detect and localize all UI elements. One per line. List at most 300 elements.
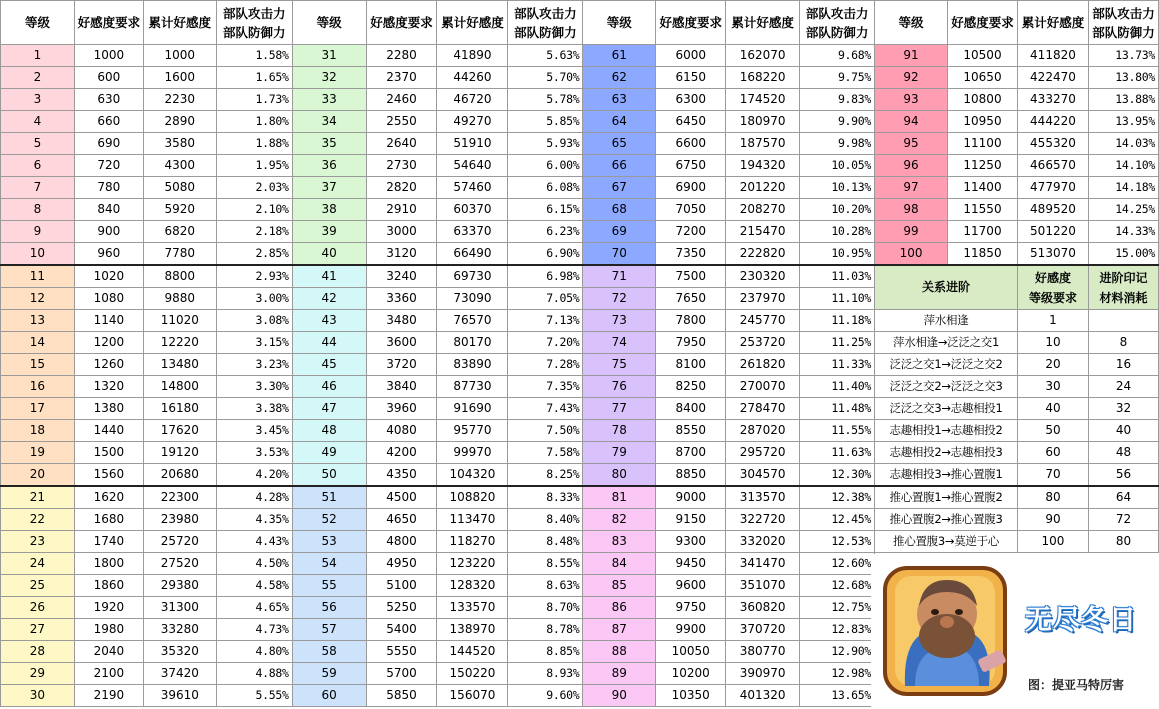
bonus-cell: 4.35% <box>216 509 292 531</box>
requirement-cell: 690 <box>74 133 143 155</box>
cumulative-cell: 69730 <box>437 265 508 288</box>
cumulative-cell: 91690 <box>437 398 508 420</box>
bonus-cell: 1.80% <box>216 111 292 133</box>
level-cell: 3 <box>1 89 75 111</box>
header-bonus-defense: 部队防御力 <box>1092 24 1155 40</box>
requirement-cell: 1560 <box>74 464 143 487</box>
cumulative-cell: 6820 <box>143 221 216 243</box>
bonus-cell: 1.73% <box>216 89 292 111</box>
header-bonus-defense: 部队防御力 <box>805 24 869 40</box>
bonus-cell: 1.88% <box>216 133 292 155</box>
relation-cost-cell: 40 <box>1088 420 1158 442</box>
requirement-cell: 7050 <box>656 199 726 221</box>
relation-cost-cell: 64 <box>1088 486 1158 509</box>
requirement-cell: 7200 <box>656 221 726 243</box>
relation-header-material <box>1088 265 1158 310</box>
cumulative-cell: 477970 <box>1017 177 1088 199</box>
level-cell: 56 <box>292 597 366 619</box>
relation-level-cell: 60 <box>1017 442 1088 464</box>
bonus-cell: 4.73% <box>216 619 292 641</box>
requirement-cell: 3240 <box>366 265 437 288</box>
requirement-cell: 2370 <box>366 67 437 89</box>
requirement-cell: 9000 <box>656 486 726 509</box>
level-cell: 87 <box>583 619 656 641</box>
requirement-cell: 1380 <box>74 398 143 420</box>
requirement-cell: 630 <box>74 89 143 111</box>
requirement-cell: 7950 <box>656 332 726 354</box>
bonus-cell: 11.10% <box>800 288 875 310</box>
bonus-cell: 14.33% <box>1088 221 1158 243</box>
table-row <box>1 111 1159 133</box>
requirement-cell: 3600 <box>366 332 437 354</box>
cumulative-cell: 261820 <box>726 354 800 376</box>
cumulative-cell: 144520 <box>437 641 508 663</box>
bonus-cell: 7.20% <box>508 332 583 354</box>
cumulative-cell: 304570 <box>726 464 800 487</box>
cumulative-cell: 113470 <box>437 509 508 531</box>
cumulative-cell: 341470 <box>726 553 800 575</box>
bonus-cell: 5.78% <box>508 89 583 111</box>
requirement-cell: 6150 <box>656 67 726 89</box>
bonus-cell: 6.00% <box>508 155 583 177</box>
bonus-cell: 1.58% <box>216 45 292 67</box>
requirement-cell: 6450 <box>656 111 726 133</box>
cumulative-cell: 51910 <box>437 133 508 155</box>
level-cell: 53 <box>292 531 366 553</box>
cumulative-cell: 390970 <box>726 663 800 685</box>
header-bonus-defense: 部队防御力 <box>514 24 577 40</box>
requirement-cell: 9900 <box>656 619 726 641</box>
level-cell: 9 <box>1 221 75 243</box>
requirement-cell: 4500 <box>366 486 437 509</box>
header-cumulative: 累计好感度 <box>437 1 508 45</box>
requirement-cell: 8850 <box>656 464 726 487</box>
requirement-cell: 1320 <box>74 376 143 398</box>
bonus-cell: 11.33% <box>800 354 875 376</box>
level-cell: 66 <box>583 155 656 177</box>
level-cell: 32 <box>292 67 366 89</box>
level-cell: 76 <box>583 376 656 398</box>
cumulative-cell: 9880 <box>143 288 216 310</box>
cumulative-cell: 411820 <box>1017 45 1088 67</box>
relation-cost-cell: 32 <box>1088 398 1158 420</box>
level-cell: 22 <box>1 509 75 531</box>
level-cell: 12 <box>1 288 75 310</box>
level-cell: 82 <box>583 509 656 531</box>
cumulative-cell: 99970 <box>437 442 508 464</box>
level-cell: 88 <box>583 641 656 663</box>
relation-header-level-line2: 等级要求 <box>1028 290 1077 305</box>
level-cell: 58 <box>292 641 366 663</box>
cumulative-cell: 87730 <box>437 376 508 398</box>
requirement-cell: 5700 <box>366 663 437 685</box>
level-cell: 43 <box>292 310 366 332</box>
bonus-cell: 2.93% <box>216 265 292 288</box>
level-cell: 100 <box>875 243 948 266</box>
bonus-cell: 6.23% <box>508 221 583 243</box>
level-cell: 63 <box>583 89 656 111</box>
level-cell: 67 <box>583 177 656 199</box>
level-cell: 91 <box>875 45 948 67</box>
requirement-cell: 7350 <box>656 243 726 266</box>
cumulative-cell: 33280 <box>143 619 216 641</box>
requirement-cell: 2280 <box>366 45 437 67</box>
level-cell: 33 <box>292 89 366 111</box>
cumulative-cell: 433270 <box>1017 89 1088 111</box>
cumulative-cell: 17620 <box>143 420 216 442</box>
level-cell: 15 <box>1 354 75 376</box>
level-cell: 28 <box>1 641 75 663</box>
level-cell: 27 <box>1 619 75 641</box>
level-cell: 78 <box>583 420 656 442</box>
cumulative-cell: 37420 <box>143 663 216 685</box>
level-cell: 18 <box>1 420 75 442</box>
bonus-cell: 13.73% <box>1088 45 1158 67</box>
level-cell: 89 <box>583 663 656 685</box>
bonus-cell: 12.75% <box>800 597 875 619</box>
cumulative-cell: 108820 <box>437 486 508 509</box>
requirement-cell: 4350 <box>366 464 437 487</box>
bonus-cell: 6.15% <box>508 199 583 221</box>
cumulative-cell: 322720 <box>726 509 800 531</box>
relation-level-cell: 40 <box>1017 398 1088 420</box>
bonus-cell: 9.98% <box>800 133 875 155</box>
level-cell: 30 <box>1 685 75 707</box>
requirement-cell: 3360 <box>366 288 437 310</box>
bonus-cell: 11.03% <box>800 265 875 288</box>
cumulative-cell: 1600 <box>143 67 216 89</box>
cumulative-cell: 133570 <box>437 597 508 619</box>
cumulative-cell: 489520 <box>1017 199 1088 221</box>
table-row <box>1 442 1159 464</box>
requirement-cell: 8400 <box>656 398 726 420</box>
cumulative-cell: 4300 <box>143 155 216 177</box>
bonus-cell: 1.95% <box>216 155 292 177</box>
requirement-cell: 900 <box>74 221 143 243</box>
cumulative-cell: 13480 <box>143 354 216 376</box>
bonus-cell: 12.60% <box>800 553 875 575</box>
cumulative-cell: 380770 <box>726 641 800 663</box>
level-cell: 21 <box>1 486 75 509</box>
table-row <box>1 45 1159 67</box>
requirement-cell: 5850 <box>366 685 437 707</box>
cumulative-cell: 76570 <box>437 310 508 332</box>
level-cell: 1 <box>1 45 75 67</box>
header-bonus <box>1088 1 1158 45</box>
bonus-cell: 7.58% <box>508 442 583 464</box>
requirement-cell: 2910 <box>366 199 437 221</box>
bonus-cell: 15.00% <box>1088 243 1158 266</box>
level-cell: 24 <box>1 553 75 575</box>
cumulative-cell: 2230 <box>143 89 216 111</box>
level-cell: 73 <box>583 310 656 332</box>
table-row <box>1 89 1159 111</box>
header-cumulative: 累计好感度 <box>1017 1 1088 45</box>
requirement-cell: 1500 <box>74 442 143 464</box>
cumulative-cell: 31300 <box>143 597 216 619</box>
cumulative-cell: 278470 <box>726 398 800 420</box>
table-row <box>1 221 1159 243</box>
bonus-cell: 7.28% <box>508 354 583 376</box>
level-cell: 11 <box>1 265 75 288</box>
cumulative-cell: 237970 <box>726 288 800 310</box>
requirement-cell: 1260 <box>74 354 143 376</box>
relation-stage-cell: 萍水相逢→泛泛之交1 <box>875 332 1018 354</box>
level-cell: 39 <box>292 221 366 243</box>
cumulative-cell: 3580 <box>143 133 216 155</box>
cumulative-cell: 66490 <box>437 243 508 266</box>
requirement-cell: 8700 <box>656 442 726 464</box>
level-cell: 93 <box>875 89 948 111</box>
relation-stage-cell: 推心置腹2→推心置腹3 <box>875 509 1018 531</box>
header-bonus <box>508 1 583 45</box>
requirement-cell: 1920 <box>74 597 143 619</box>
relation-header-level-line1: 好感度 <box>1034 270 1071 285</box>
cumulative-cell: 41890 <box>437 45 508 67</box>
bonus-cell: 9.68% <box>800 45 875 67</box>
level-cell: 17 <box>1 398 75 420</box>
level-cell: 4 <box>1 111 75 133</box>
relation-level-cell: 80 <box>1017 486 1088 509</box>
table-row <box>1 310 1159 332</box>
bonus-cell: 7.50% <box>508 420 583 442</box>
bonus-cell: 8.78% <box>508 619 583 641</box>
bonus-cell: 2.85% <box>216 243 292 266</box>
cumulative-cell: 60370 <box>437 199 508 221</box>
bonus-cell: 9.83% <box>800 89 875 111</box>
level-cell: 86 <box>583 597 656 619</box>
level-cell: 69 <box>583 221 656 243</box>
bonus-cell: 14.25% <box>1088 199 1158 221</box>
bonus-cell: 8.93% <box>508 663 583 685</box>
bonus-cell: 10.28% <box>800 221 875 243</box>
level-cell: 83 <box>583 531 656 553</box>
requirement-cell: 10050 <box>656 641 726 663</box>
requirement-cell: 10200 <box>656 663 726 685</box>
requirement-cell: 660 <box>74 111 143 133</box>
relation-stage-cell: 萍水相逢 <box>875 310 1018 332</box>
requirement-cell: 6300 <box>656 89 726 111</box>
bonus-cell: 4.43% <box>216 531 292 553</box>
bonus-cell: 8.40% <box>508 509 583 531</box>
header-bonus-attack: 部队攻击力 <box>222 5 286 21</box>
cumulative-cell: 39610 <box>143 685 216 707</box>
level-cell: 54 <box>292 553 366 575</box>
bonus-cell: 4.88% <box>216 663 292 685</box>
requirement-cell: 1440 <box>74 420 143 442</box>
cumulative-cell: 466570 <box>1017 155 1088 177</box>
bonus-cell: 2.03% <box>216 177 292 199</box>
bonus-cell: 12.90% <box>800 641 875 663</box>
bonus-cell: 9.90% <box>800 111 875 133</box>
requirement-cell: 3720 <box>366 354 437 376</box>
cumulative-cell: 245770 <box>726 310 800 332</box>
cumulative-cell: 54640 <box>437 155 508 177</box>
cumulative-cell: 104320 <box>437 464 508 487</box>
cumulative-cell: 222820 <box>726 243 800 266</box>
bonus-cell: 5.55% <box>216 685 292 707</box>
header-requirement: 好感度要求 <box>656 1 726 45</box>
header-bonus-defense: 部队防御力 <box>222 24 286 40</box>
cumulative-cell: 16180 <box>143 398 216 420</box>
requirement-cell: 11850 <box>948 243 1018 266</box>
requirement-cell: 2100 <box>74 663 143 685</box>
level-cell: 57 <box>292 619 366 641</box>
bonus-cell: 13.80% <box>1088 67 1158 89</box>
level-cell: 48 <box>292 420 366 442</box>
bonus-cell: 2.10% <box>216 199 292 221</box>
relation-level-cell: 50 <box>1017 420 1088 442</box>
relation-level-cell: 10 <box>1017 332 1088 354</box>
cumulative-cell: 187570 <box>726 133 800 155</box>
bonus-cell: 1.65% <box>216 67 292 89</box>
requirement-cell: 1680 <box>74 509 143 531</box>
requirement-cell: 1740 <box>74 531 143 553</box>
level-cell: 84 <box>583 553 656 575</box>
requirement-cell: 1000 <box>74 45 143 67</box>
cumulative-cell: 23980 <box>143 509 216 531</box>
cumulative-cell: 83890 <box>437 354 508 376</box>
header-bonus-attack: 部队攻击力 <box>805 5 869 21</box>
requirement-cell: 8250 <box>656 376 726 398</box>
cumulative-cell: 513070 <box>1017 243 1088 266</box>
cumulative-cell: 118270 <box>437 531 508 553</box>
cumulative-cell: 49270 <box>437 111 508 133</box>
bonus-cell: 13.88% <box>1088 89 1158 111</box>
bonus-cell: 11.40% <box>800 376 875 398</box>
requirement-cell: 4950 <box>366 553 437 575</box>
bonus-cell: 13.65% <box>800 685 875 707</box>
bonus-cell: 3.53% <box>216 442 292 464</box>
requirement-cell: 1980 <box>74 619 143 641</box>
table-row <box>1 177 1159 199</box>
bonus-cell: 10.05% <box>800 155 875 177</box>
bonus-cell: 11.25% <box>800 332 875 354</box>
cumulative-cell: 150220 <box>437 663 508 685</box>
bonus-cell: 5.70% <box>508 67 583 89</box>
cumulative-cell: 57460 <box>437 177 508 199</box>
bonus-cell: 12.53% <box>800 531 875 553</box>
level-cell: 26 <box>1 597 75 619</box>
level-cell: 96 <box>875 155 948 177</box>
level-cell: 65 <box>583 133 656 155</box>
table-row <box>1 133 1159 155</box>
level-cell: 71 <box>583 265 656 288</box>
level-cell: 99 <box>875 221 948 243</box>
level-cell: 98 <box>875 199 948 221</box>
bonus-cell: 14.10% <box>1088 155 1158 177</box>
level-cell: 51 <box>292 486 366 509</box>
requirement-cell: 11550 <box>948 199 1018 221</box>
header-level: 等级 <box>583 1 656 45</box>
level-cell: 19 <box>1 442 75 464</box>
cumulative-cell: 287020 <box>726 420 800 442</box>
requirement-cell: 11250 <box>948 155 1018 177</box>
level-cell: 77 <box>583 398 656 420</box>
cumulative-cell: 5920 <box>143 199 216 221</box>
requirement-cell: 2460 <box>366 89 437 111</box>
requirement-cell: 2640 <box>366 133 437 155</box>
cumulative-cell: 1000 <box>143 45 216 67</box>
relation-header-material-line1: 进阶印记 <box>1099 270 1148 285</box>
bonus-cell: 6.08% <box>508 177 583 199</box>
bonus-cell: 8.63% <box>508 575 583 597</box>
requirement-cell: 1020 <box>74 265 143 288</box>
cumulative-cell: 123220 <box>437 553 508 575</box>
level-cell: 10 <box>1 243 75 266</box>
requirement-cell: 2820 <box>366 177 437 199</box>
level-cell: 55 <box>292 575 366 597</box>
cumulative-cell: 422470 <box>1017 67 1088 89</box>
cumulative-cell: 455320 <box>1017 133 1088 155</box>
requirement-cell: 10950 <box>948 111 1018 133</box>
header-level: 等级 <box>292 1 366 45</box>
bonus-cell: 14.03% <box>1088 133 1158 155</box>
requirement-cell: 3960 <box>366 398 437 420</box>
bonus-cell: 6.90% <box>508 243 583 266</box>
relation-stage-cell: 志趣相投3→推心置腹1 <box>875 464 1018 487</box>
bonus-cell: 13.95% <box>1088 111 1158 133</box>
cumulative-cell: 332020 <box>726 531 800 553</box>
level-cell: 8 <box>1 199 75 221</box>
level-cell: 14 <box>1 332 75 354</box>
requirement-cell: 600 <box>74 67 143 89</box>
cumulative-cell: 156070 <box>437 685 508 707</box>
relation-cost-cell: 8 <box>1088 332 1158 354</box>
level-cell: 60 <box>292 685 366 707</box>
requirement-cell: 10650 <box>948 67 1018 89</box>
table-row <box>1 420 1159 442</box>
header-level: 等级 <box>1 1 75 45</box>
relation-stage-cell: 泛泛之交1→泛泛之交2 <box>875 354 1018 376</box>
level-cell: 85 <box>583 575 656 597</box>
level-cell: 81 <box>583 486 656 509</box>
bonus-cell: 12.68% <box>800 575 875 597</box>
cumulative-cell: 444220 <box>1017 111 1088 133</box>
cumulative-cell: 360820 <box>726 597 800 619</box>
level-cell: 59 <box>292 663 366 685</box>
level-cell: 92 <box>875 67 948 89</box>
level-cell: 61 <box>583 45 656 67</box>
requirement-cell: 1800 <box>74 553 143 575</box>
requirement-cell: 1200 <box>74 332 143 354</box>
level-cell: 7 <box>1 177 75 199</box>
requirement-cell: 3480 <box>366 310 437 332</box>
table-row <box>1 509 1159 531</box>
relation-header-level <box>1017 265 1088 310</box>
requirement-cell: 4080 <box>366 420 437 442</box>
cumulative-cell: 35320 <box>143 641 216 663</box>
level-cell: 52 <box>292 509 366 531</box>
requirement-cell: 9450 <box>656 553 726 575</box>
level-cell: 40 <box>292 243 366 266</box>
requirement-cell: 4800 <box>366 531 437 553</box>
bonus-cell: 8.70% <box>508 597 583 619</box>
bonus-cell: 7.43% <box>508 398 583 420</box>
bonus-cell: 8.25% <box>508 464 583 487</box>
cumulative-cell: 370720 <box>726 619 800 641</box>
relation-header-stage: 关系进阶 <box>875 265 1018 310</box>
requirement-cell: 8550 <box>656 420 726 442</box>
relation-cost-cell: 80 <box>1088 531 1158 553</box>
bonus-cell: 12.30% <box>800 464 875 487</box>
level-cell: 25 <box>1 575 75 597</box>
level-cell: 62 <box>583 67 656 89</box>
level-cell: 5 <box>1 133 75 155</box>
level-cell: 50 <box>292 464 366 487</box>
relation-level-cell: 70 <box>1017 464 1088 487</box>
level-cell: 90 <box>583 685 656 707</box>
